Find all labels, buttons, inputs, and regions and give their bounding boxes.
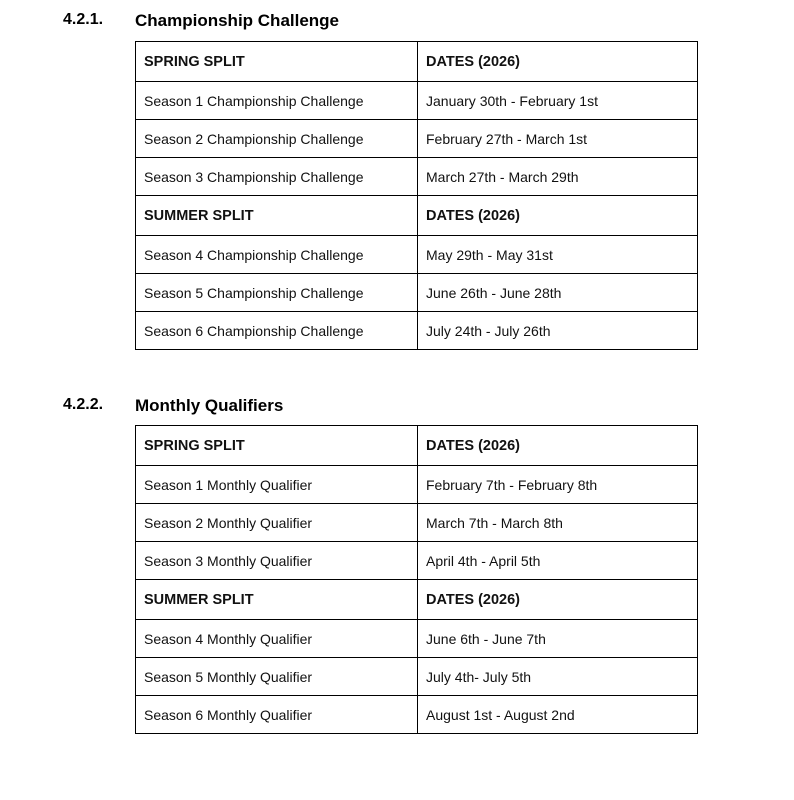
section-heading <box>0 11 794 35</box>
table-header-row <box>136 42 698 82</box>
section-number: 4.2.1. <box>63 11 104 28</box>
table-row <box>136 82 698 120</box>
table-header-row <box>136 426 698 466</box>
dates-cell: August 1st - August 2nd <box>418 696 698 734</box>
header-cell-split: SPRING SPLIT <box>136 426 418 466</box>
header-cell-dates: DATES (2026) <box>418 580 698 620</box>
event-cell: Season 5 Championship Challenge <box>136 274 418 312</box>
event-cell: Season 6 Championship Challenge <box>136 312 418 350</box>
dates-cell: February 27th - March 1st <box>418 120 698 158</box>
header-cell-dates: DATES (2026) <box>418 426 698 466</box>
dates-cell: July 24th - July 26th <box>418 312 698 350</box>
dates-cell: March 27th - March 29th <box>418 158 698 196</box>
header-cell-split: SUMMER SPLIT <box>136 196 418 236</box>
monthly-qualifiers-table <box>135 425 698 734</box>
table-row <box>136 466 698 504</box>
header-cell-split: SUMMER SPLIT <box>136 580 418 620</box>
event-cell: Season 3 Monthly Qualifier <box>136 542 418 580</box>
table-header-row <box>136 196 698 236</box>
table-row <box>136 658 698 696</box>
dates-cell: April 4th - April 5th <box>418 542 698 580</box>
table-row <box>136 312 698 350</box>
table-row <box>136 274 698 312</box>
section-championship-challenge <box>0 11 794 339</box>
dates-cell: May 29th - May 31st <box>418 236 698 274</box>
section-title: Championship Challenge <box>135 11 340 30</box>
dates-cell: March 7th - March 8th <box>418 504 698 542</box>
event-cell: Season 1 Championship Challenge <box>136 82 418 120</box>
dates-cell: June 26th - June 28th <box>418 274 698 312</box>
table-row <box>136 620 698 658</box>
table-row <box>136 158 698 196</box>
event-cell: Season 4 Championship Challenge <box>136 236 418 274</box>
event-cell: Season 6 Monthly Qualifier <box>136 696 418 734</box>
dates-cell: June 6th - June 7th <box>418 620 698 658</box>
header-cell-split: SPRING SPLIT <box>136 42 418 82</box>
table-row <box>136 236 698 274</box>
dates-cell: July 4th- July 5th <box>418 658 698 696</box>
section-monthly-qualifiers <box>0 396 794 723</box>
event-cell: Season 1 Monthly Qualifier <box>136 466 418 504</box>
table-header-row <box>136 580 698 620</box>
dates-cell: January 30th - February 1st <box>418 82 698 120</box>
championship-challenge-table <box>135 41 698 350</box>
event-cell: Season 5 Monthly Qualifier <box>136 658 418 696</box>
header-cell-dates: DATES (2026) <box>418 196 698 236</box>
dates-cell: February 7th - February 8th <box>418 466 698 504</box>
table-row <box>136 696 698 734</box>
header-cell-dates: DATES (2026) <box>418 42 698 82</box>
event-cell: Season 3 Championship Challenge <box>136 158 418 196</box>
section-number: 4.2.2. <box>63 396 104 413</box>
table-row <box>136 504 698 542</box>
section-title: Monthly Qualifiers <box>135 396 284 415</box>
event-cell: Season 2 Monthly Qualifier <box>136 504 418 542</box>
table-row <box>136 542 698 580</box>
section-heading <box>0 396 794 420</box>
event-cell: Season 4 Monthly Qualifier <box>136 620 418 658</box>
event-cell: Season 2 Championship Challenge <box>136 120 418 158</box>
table-row <box>136 120 698 158</box>
